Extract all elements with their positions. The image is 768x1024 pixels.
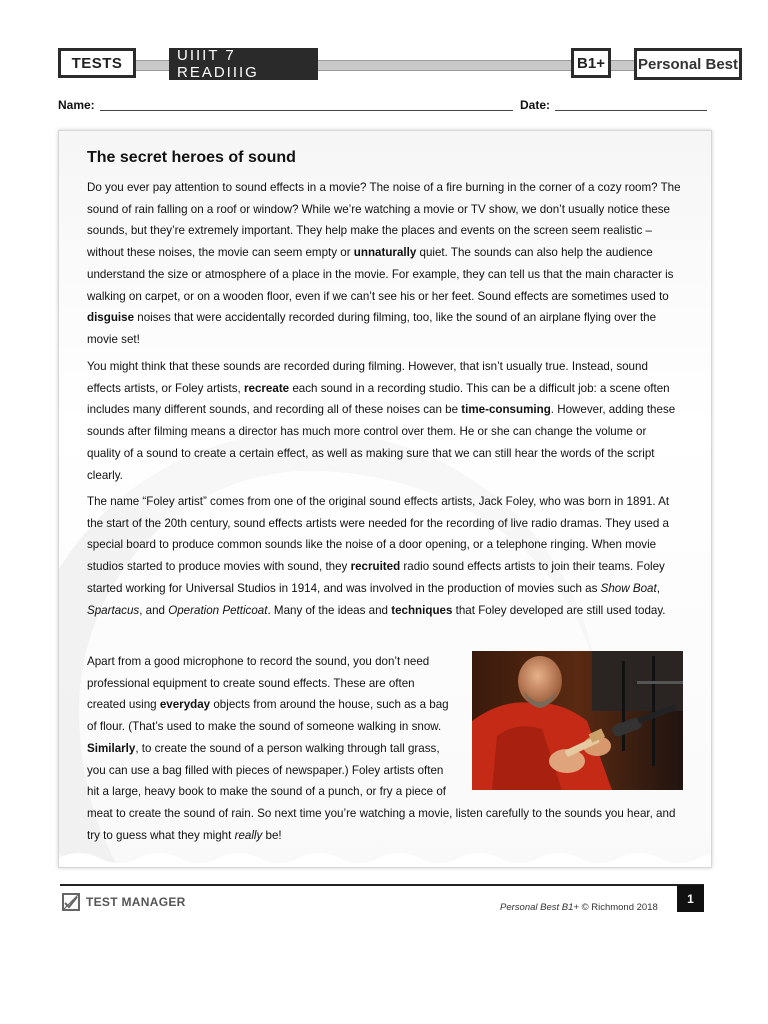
vocab-word: recruited [350, 560, 401, 574]
paragraph-2: You might think that these sounds are recorded during filming. However, that isn’t usually true. Instead, sound effects artists, or Foley artists, recreate each sound in a recording studio. This can be a difficult job: a scene often includes many different sounds, and recording all of these noises can be time-consuming. However, adding these sounds after filming means a director has much more control over them. He or she can change the volume or quality of a sound to create a certain effect, as well as making sure that we can still hear the words of the script clearly. [87, 360, 676, 482]
test-manager-icon [62, 893, 80, 911]
vocab-word: disguise [87, 311, 135, 325]
paragraph-4 [87, 651, 683, 846]
paragraph-3: The name “Foley artist” comes from one of the original sound effects artists, Jack Foley, who was born in 1891. At the start of the 20th century, sound effects artists were needed for the recording of live radio dramas. They used a special board to produce common sounds like the noise of a door opening, or a telephone ringing. When movie studios started to produce movies with sound, they recruited radio sound effects artists to join their teams. Foley started working for Universal Studios in 1914, and was involved in the production of movies such as Show Boat, Spartacus, and Operation Petticoat. Many of the ideas and techniques that Foley developed are still used today. [87, 495, 670, 617]
level-badge: B1+ [571, 48, 611, 78]
vocab-word: Similarly [87, 741, 136, 755]
paragraph-1: Do you ever pay attention to sound effects in a movie? The noise of a fire burning in the corner of a cozy room? The sound of rain falling on a roof or window? While we’re watching a movie or TV show, we don’t usually notice these sounds, but they’re extremely important. They help make the places and events on the screen seem realistic – without these noises, the movie can seem empty or unnaturally quiet. The sounds can also help the audience understand the size or atmosphere of a place in the movie. For example, they can tell us that the main character is walking on carpet, or on a wooden floor, even if we can’t see his or her feet. Sound effects are sometimes used to disguise noises that were accidentally recorded during filming, too, like the sound of an airplane flying over the movie set! [87, 181, 681, 346]
reading-panel [58, 130, 712, 868]
italic-title: Operation Petticoat [168, 603, 268, 617]
name-field[interactable] [100, 110, 513, 111]
vocab-word: techniques [391, 603, 453, 617]
italic-title: Show Boat [600, 581, 657, 595]
vocab-word: everyday [159, 698, 211, 712]
name-label: Name: [58, 98, 95, 112]
paragraph-4-text: Apart from a good microphone to record the sound, you don’t need professional equipment to create sound effects. These are often created using everyday objects from around the house, such as a bag of flour. (That’s used to make the sound of someone walking in snow. Similarly, to create the sound of a person walking through tall grass, you can use a bag filled with pieces of newspaper.) Foley artists often hit a large, heavy book to make the sound of a punch, or fry a piece of meat to create the sound of rain. So next time you’re watching a movie, listen carefully to the sounds you hear, and try to guess what they might really be! [87, 655, 676, 842]
unit-title: UIIIT 7 READIIIG [169, 48, 318, 80]
panel-wave-edge [59, 848, 711, 868]
name-date-row [58, 96, 708, 116]
brand-logo: Personal Best [634, 48, 742, 80]
test-manager-brand [62, 893, 186, 911]
tests-label: TESTS [58, 48, 136, 78]
vocab-word: time-consuming [461, 403, 551, 417]
page-header [58, 48, 742, 82]
copyright-book: Personal Best B1+ [500, 902, 579, 913]
copyright-text [500, 902, 658, 913]
article-title: The secret heroes of sound [87, 149, 296, 166]
test-manager-label: TEST MANAGER [86, 895, 186, 909]
footer-rule [60, 884, 704, 886]
vocab-word: recreate [244, 381, 290, 395]
italic-title: really [234, 828, 263, 842]
date-field[interactable] [555, 110, 707, 111]
copyright-publisher: © Richmond 2018 [578, 902, 658, 913]
date-label: Date: [520, 98, 551, 112]
vocab-word: unnaturally [353, 246, 417, 260]
foley-artist-photo [472, 651, 683, 790]
page-number: 1 [677, 885, 704, 912]
italic-title: Spartacus [87, 603, 140, 617]
